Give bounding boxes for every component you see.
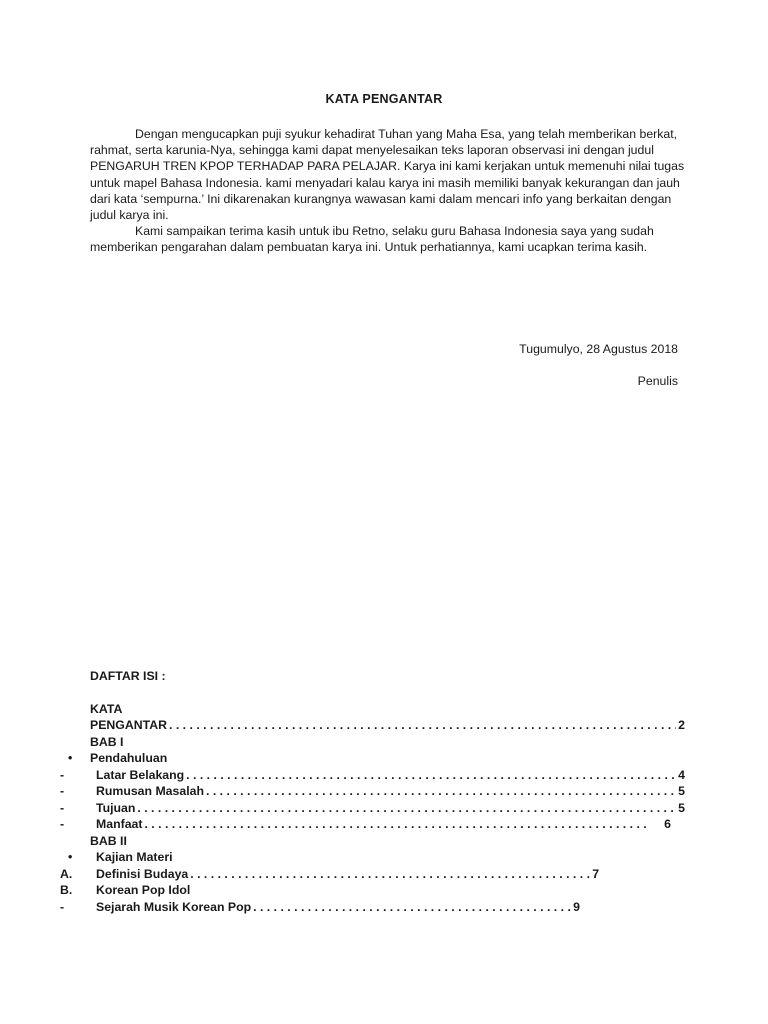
toc-entry-text: Sejarah Musik Korean Pop (96, 899, 252, 914)
toc-entry-text: BAB II (90, 833, 127, 848)
place-date: Tugumulyo, 28 Agustus 2018 (519, 342, 678, 356)
toc-marker: A. (60, 866, 73, 881)
toc-entry-text: KATA (90, 701, 123, 716)
toc-entry (60, 816, 685, 833)
toc-page-number: 2 (678, 718, 685, 732)
toc-page-number: 7 (592, 866, 600, 881)
toc-page-number: 5 (678, 784, 685, 798)
toc-entry-text: Definisi Budaya (96, 866, 189, 881)
toc-leader-dots (169, 717, 676, 734)
toc-marker: - (60, 767, 65, 782)
toc-page-number: 5 (678, 800, 685, 815)
preface-paragraph-1: Dengan mengucapkan puji syukur kehadirat Tuhan yang Maha Esa, yang telah memberikan berkat, rahmat, serta karunia-Nya, sehingga kami dapat menyelesaikan teks laporan observasi ini dengan judul PENGARUH TREN KPOP TERHADAP PARA PELAJAR. Karya ini kami kerjakan untuk memenuhi nilai tugas untuk mapel Bahasa Indonesia. kami menyadari kalau karya ini masih memiliki banyak kekurangan dan jauh dari kata ‘sempurna.’ Ini dikarenakan kurangnya wawasan kami dalam mencari info yang berkaitan dengan judul karya ini. (90, 127, 685, 223)
toc-marker: - (60, 899, 65, 914)
toc-leader-dots (253, 899, 571, 916)
toc-leader-dots (190, 866, 590, 883)
toc-leader-dots (137, 800, 676, 817)
toc-marker: B. (60, 883, 73, 897)
toc-entry-text: PENGANTAR (90, 718, 167, 732)
toc-marker: - (60, 784, 65, 798)
bullet-icon: • (68, 751, 73, 765)
toc-entry-text: Latar Belakang (96, 767, 185, 782)
toc-entry-text: Manfaat (96, 817, 143, 831)
toc-entry (60, 767, 685, 784)
toc-entry (60, 750, 685, 767)
toc-leader-dots (186, 767, 676, 784)
toc-entry-text: Korean Pop Idol (96, 883, 191, 897)
toc-entry (60, 734, 685, 751)
toc-entry-text: Tujuan (96, 800, 136, 815)
toc-entry (60, 833, 685, 850)
toc-entry-text: Rumusan Masalah (96, 784, 204, 798)
toc-page-number: 6 (664, 817, 671, 831)
toc-entry (60, 701, 685, 718)
toc-entry (60, 800, 685, 817)
toc-entry (60, 783, 685, 800)
toc-entry (60, 882, 685, 899)
preface-paragraph-2: Kami sampaikan terima kasih untuk ibu Retno, selaku guru Bahasa Indonesia saya yang sudah memberikan pengarahan dalam pembuatan karya ini. Untuk perhatiannya, kami ucapkan terima kasih. (90, 224, 654, 255)
page-title: KATA PENGANTAR (325, 92, 443, 106)
toc-entry-text: BAB I (90, 734, 124, 749)
toc-entry (60, 849, 685, 866)
toc-entry (60, 717, 685, 734)
toc-entry (60, 899, 685, 916)
toc-leader-dots (144, 816, 650, 833)
toc-entry-text: Pendahuluan (90, 751, 168, 765)
writer-signature: Penulis (637, 374, 678, 388)
toc-entry-text: Kajian Materi (96, 850, 173, 864)
preface-body (90, 126, 685, 256)
table-of-contents (60, 668, 685, 915)
toc-entry (60, 866, 685, 883)
toc-heading: DAFTAR ISI : (90, 669, 166, 683)
bullet-icon: • (68, 850, 73, 864)
toc-page-number: 4 (678, 767, 685, 782)
toc-marker: - (60, 800, 65, 815)
toc-leader-dots (206, 783, 676, 800)
toc-page-number: 9 (573, 899, 580, 914)
toc-marker: - (60, 817, 65, 831)
